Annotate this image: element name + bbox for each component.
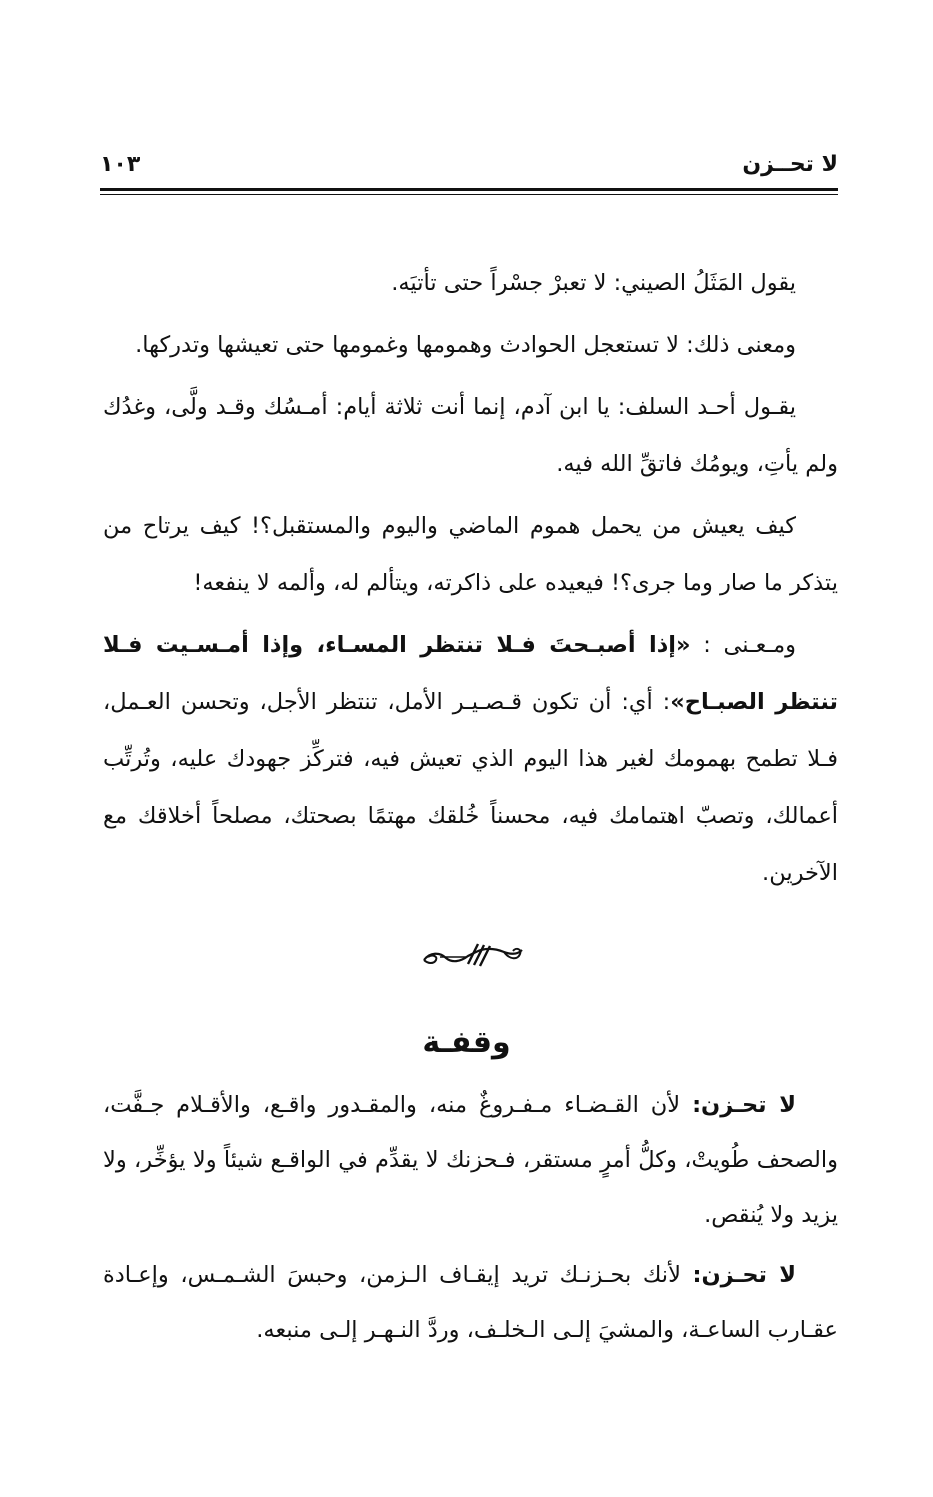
paragraph-salaf-saying: يقـول أحـد السلف: يا ابن آدم، إنما أنت ثلاثة أيام: أمـسُك وقـد ولَّى، وغدُك ولم يأتِ، ويومُك فاتقِّ الله فيه.: [103, 394, 838, 477]
hadith-lead: ومـعـنى :: [703, 632, 796, 658]
page-number: ١٠٣: [100, 152, 141, 177]
section-body-1: لأن القـضـاء مـفـروغٌ منه، والمقـدور واقـع، والأقـلام جـفَّت، والصحف طُويتْ، وكلُّ أمرٍ مستقر، فـحزنك لا يقدِّم في الواقـع شيئاً ولا يؤخِّر، ولا يزيد ولا يُنقص.: [103, 1092, 838, 1228]
section-paragraph-1: [103, 1078, 838, 1243]
header-rule-thick: [100, 188, 838, 191]
flourish-divider-icon: [420, 938, 524, 970]
section-body-2: لأنك بحـزنـك تريد إيقـاف الـزمن، وحبسَ الشـمـس، وإعـادة عقـارب الساعـة، والمشيَ إلـى الـخلـف، وردَّ النـهـر إلـى منبعه.: [103, 1262, 838, 1343]
paragraph-chinese-proverb: يقول المَثَلُ الصيني: لا تعبرْ جسْراً حتى تأتيَه.: [391, 270, 796, 296]
paragraph-meaning: ومعنى ذلك: لا تستعجل الحوادث وهمومها وغمومها حتى تعيشها وتدركها.: [135, 332, 796, 358]
paragraph-question: كيف يعيش من يحمل هموم الماضي واليوم والمستقبل؟! كيف يرتاح من يتذكر ما صار وما جرى؟! فيعيده على ذاكرته، ويتألم له، وألمه لا ينفعه!: [103, 513, 838, 596]
section-lead-1: لا تحـزن:: [692, 1092, 796, 1118]
section-title: وقفـة: [422, 1025, 511, 1060]
running-title: لا تحــزن: [742, 152, 838, 177]
main-text: [103, 255, 838, 907]
hadith-explanation: : أي: أن تكون قـصـيـر الأمل، تنتظر الأجل، وتحسن العـمل، فـلا تطمح بهمومك لغير هذا اليوم الذي تعيش فيه، فتركِّز جهودك عليه، وتُرتِّب أعمالك، وتصبّ اهتمامك فيه، محسناً خُلقك مهتمًا بصحتك، مصلحاً أخلاقك مع الآخرين.: [103, 689, 838, 886]
section-paragraph-2: [103, 1248, 838, 1358]
hadith-quote: «إذا أصبـحتَ فـلا تنتظر المسـاء، وإذا أمـسـيت فـلا تنتظر الصبـاح»: [103, 632, 838, 715]
section-lead-2: لا تحـزن:: [692, 1262, 796, 1288]
section-text: [103, 1078, 838, 1363]
page-header: [100, 150, 838, 186]
header-rule-thin: [100, 194, 838, 195]
paragraph-hadith-meaning: [103, 617, 838, 902]
